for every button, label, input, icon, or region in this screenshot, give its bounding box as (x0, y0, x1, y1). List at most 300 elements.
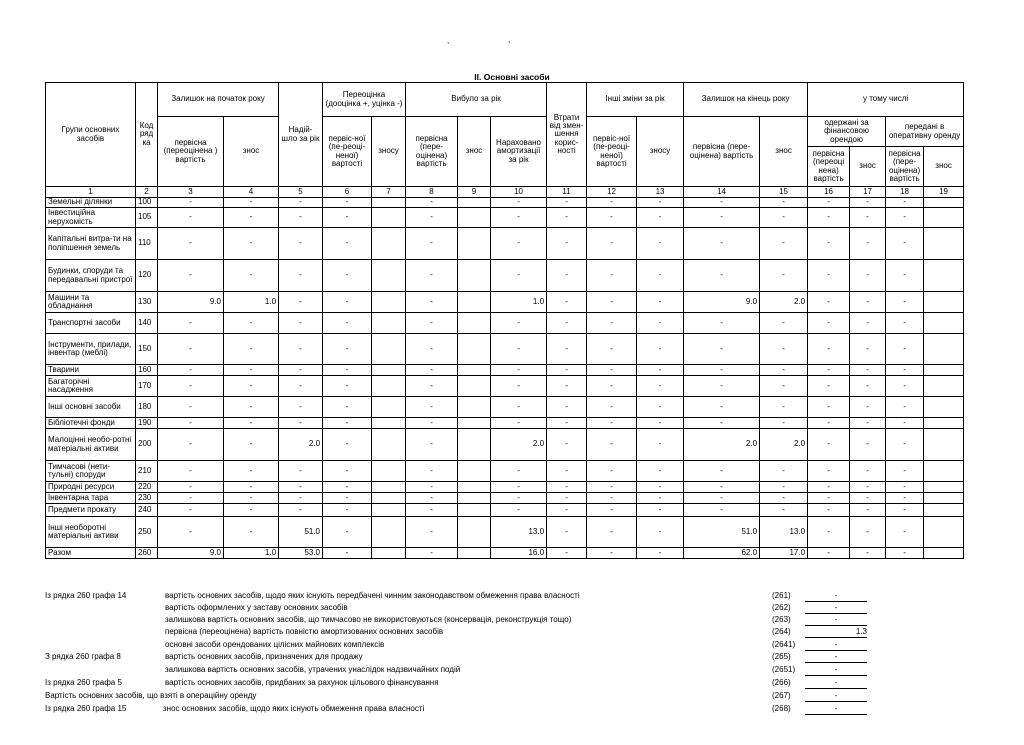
row-value: - (587, 482, 637, 493)
header-disp-initial: первісна (пере-оцінена) вартість (406, 117, 458, 187)
row-code: 230 (136, 493, 158, 504)
row-value: - (850, 418, 886, 429)
row-value: - (406, 292, 458, 313)
row-value: 13.0 (491, 517, 547, 548)
header-groups: Групи основних засобів (46, 83, 136, 187)
row-value: 62.0 (684, 548, 760, 559)
row-value: - (224, 517, 279, 548)
row-value: - (850, 517, 886, 548)
row-value (458, 429, 491, 461)
header-op-wear: знос (924, 147, 964, 187)
footnote-text: вартість основних засобів, призначених для продажу (165, 652, 363, 661)
column-number: 1 (46, 187, 136, 198)
row-value: - (587, 292, 637, 313)
footnote-prefix: Із рядка 260 графа 15 (45, 704, 127, 713)
row-value: - (684, 228, 760, 260)
row-value: - (158, 429, 224, 461)
row-value: - (886, 504, 924, 517)
row-value: - (547, 208, 587, 228)
row-value: - (850, 493, 886, 504)
footnote-value: - (805, 603, 867, 614)
row-value: - (491, 461, 547, 482)
row-value: - (158, 493, 224, 504)
row-value: - (491, 376, 547, 397)
footnote-line (45, 591, 925, 603)
header-start-initial: первісна (переоцінена ) вартість (158, 117, 224, 187)
column-number: 3 (158, 187, 224, 198)
row-value: - (158, 482, 224, 493)
row-value (924, 292, 964, 313)
row-value: - (760, 260, 808, 292)
row-value: - (158, 517, 224, 548)
table-row (46, 461, 964, 482)
row-group-name: Предмети прокату (46, 504, 136, 517)
row-value: - (587, 228, 637, 260)
row-value: - (587, 397, 637, 418)
row-value: 9.0 (158, 548, 224, 559)
row-value: - (491, 365, 547, 376)
footnote-value: - (805, 615, 867, 626)
row-value: - (224, 493, 279, 504)
row-value: - (224, 504, 279, 517)
row-value: - (224, 313, 279, 334)
row-value: - (850, 208, 886, 228)
row-value: 9.0 (684, 292, 760, 313)
header-disposed: Вибуло за рік (406, 83, 547, 117)
row-value: - (760, 397, 808, 418)
row-group-name: Тимчасові (нети-тульні) споруди (46, 461, 136, 482)
row-value: - (279, 504, 323, 517)
row-group-name: Інструменти, прилади, інвентар (меблі) (46, 334, 136, 365)
row-value: - (886, 418, 924, 429)
row-value: - (406, 334, 458, 365)
row-value (458, 365, 491, 376)
table-row (46, 418, 964, 429)
row-value: - (158, 313, 224, 334)
footnote-code: (264) (772, 627, 791, 636)
row-value: - (547, 260, 587, 292)
row-value: - (406, 376, 458, 397)
row-value (924, 461, 964, 482)
row-value: - (224, 418, 279, 429)
row-value (458, 260, 491, 292)
row-value: - (406, 461, 458, 482)
row-value: - (224, 365, 279, 376)
row-value: - (279, 365, 323, 376)
scan-mark: , (447, 36, 450, 45)
row-code: 210 (136, 461, 158, 482)
row-value: - (491, 198, 547, 208)
footnote-line (45, 691, 925, 703)
row-value: - (886, 548, 924, 559)
row-value (458, 418, 491, 429)
row-value: - (491, 334, 547, 365)
row-value (372, 397, 406, 418)
footnote-code: (263) (772, 615, 791, 624)
row-value: - (760, 482, 808, 493)
row-value (372, 504, 406, 517)
row-value: - (850, 228, 886, 260)
column-number: 9 (458, 187, 491, 198)
row-value: - (158, 198, 224, 208)
row-value: - (224, 198, 279, 208)
row-value: - (637, 429, 684, 461)
footnote-code: (2641) (772, 640, 796, 649)
row-value: - (406, 228, 458, 260)
row-value (924, 418, 964, 429)
row-value: - (684, 376, 760, 397)
row-value: - (491, 397, 547, 418)
row-value (924, 429, 964, 461)
row-value: - (587, 461, 637, 482)
row-value: - (637, 334, 684, 365)
row-value: - (886, 313, 924, 334)
row-value: - (808, 208, 850, 228)
row-value: - (808, 292, 850, 313)
row-value (924, 260, 964, 292)
row-value: - (587, 504, 637, 517)
row-code: 250 (136, 517, 158, 548)
row-value (458, 376, 491, 397)
row-value: - (808, 397, 850, 418)
row-value (372, 198, 406, 208)
row-value: - (279, 208, 323, 228)
column-number: 11 (547, 187, 587, 198)
row-value: - (587, 429, 637, 461)
row-group-name: Земельні ділянки (46, 198, 136, 208)
row-value: - (158, 504, 224, 517)
row-value: - (886, 198, 924, 208)
row-value: - (406, 504, 458, 517)
row-value: - (637, 292, 684, 313)
row-value: - (808, 493, 850, 504)
row-value: - (637, 461, 684, 482)
row-value: - (406, 208, 458, 228)
footnote-line (45, 615, 925, 627)
row-value: - (808, 228, 850, 260)
column-number: 5 (279, 187, 323, 198)
header-op-lease: передані в оперативну оренду (886, 117, 964, 147)
footnote-value: - (805, 704, 867, 715)
row-value: - (158, 461, 224, 482)
row-value (458, 397, 491, 418)
row-value: - (406, 548, 458, 559)
row-value (372, 493, 406, 504)
row-value: - (587, 334, 637, 365)
table-row (46, 313, 964, 334)
row-value: - (491, 493, 547, 504)
row-value (372, 313, 406, 334)
row-code: 180 (136, 397, 158, 418)
row-code: 260 (136, 548, 158, 559)
row-value: 2.0 (684, 429, 760, 461)
row-value: 1.0 (224, 292, 279, 313)
row-value: - (808, 418, 850, 429)
row-code: 200 (136, 429, 158, 461)
row-value: - (808, 365, 850, 376)
row-value: - (587, 365, 637, 376)
column-number: 14 (684, 187, 760, 198)
row-value: - (760, 208, 808, 228)
row-value: - (323, 548, 372, 559)
footnote-code: (267) (772, 691, 791, 700)
row-value: - (587, 517, 637, 548)
row-value (372, 376, 406, 397)
row-value (372, 418, 406, 429)
row-value: - (684, 397, 760, 418)
column-number: 15 (760, 187, 808, 198)
column-number: 6 (323, 187, 372, 198)
row-value (458, 292, 491, 313)
row-group-name: Тварини (46, 365, 136, 376)
row-value: - (808, 429, 850, 461)
table-row (46, 517, 964, 548)
row-value: - (547, 548, 587, 559)
footnote-text: первісна (переоцінена) вартість повністю амортизованих основних засобів (165, 627, 444, 636)
header-op-initial: первісна (пере-оцінена) вартість (886, 147, 924, 187)
table-row (46, 482, 964, 493)
row-value: - (886, 397, 924, 418)
row-value: - (491, 208, 547, 228)
row-value: - (808, 198, 850, 208)
row-value: - (279, 461, 323, 482)
row-value: - (886, 482, 924, 493)
row-value (924, 198, 964, 208)
row-value: - (637, 548, 684, 559)
row-value: - (406, 397, 458, 418)
row-value: - (406, 493, 458, 504)
row-code: 120 (136, 260, 158, 292)
row-value: - (886, 292, 924, 313)
header-disp-wear: знос (458, 117, 491, 187)
row-value: - (323, 418, 372, 429)
footnote-text: вартість основних засобів, придбаних за рахунок цільового фінансування (165, 678, 439, 687)
row-group-name: Інвентарна тара (46, 493, 136, 504)
table-row (46, 198, 964, 208)
footnote-value: - (805, 691, 867, 702)
row-value: - (684, 260, 760, 292)
row-code: 170 (136, 376, 158, 397)
row-group-name: Інші основні засоби (46, 397, 136, 418)
row-value: - (279, 260, 323, 292)
row-value: - (279, 493, 323, 504)
row-value: - (547, 418, 587, 429)
row-value (458, 517, 491, 548)
table-row (46, 397, 964, 418)
row-value: - (279, 292, 323, 313)
row-value: - (279, 334, 323, 365)
row-value: - (158, 228, 224, 260)
table-row (46, 334, 964, 365)
row-value (924, 504, 964, 517)
footnote-line (45, 652, 925, 664)
row-value: - (886, 493, 924, 504)
row-value: 13.0 (760, 517, 808, 548)
row-value: - (808, 260, 850, 292)
row-value: - (637, 198, 684, 208)
row-value: - (406, 365, 458, 376)
row-value: - (323, 429, 372, 461)
row-value: - (547, 198, 587, 208)
row-value: - (850, 397, 886, 418)
row-value: - (279, 228, 323, 260)
table-row (46, 504, 964, 517)
row-value: - (547, 376, 587, 397)
row-value: - (406, 517, 458, 548)
row-value: - (587, 376, 637, 397)
row-value: - (850, 504, 886, 517)
row-value: - (850, 376, 886, 397)
header-losses: Втрати від змен-шення корис-ності (547, 83, 587, 187)
row-value: 2.0 (279, 429, 323, 461)
row-value: - (491, 482, 547, 493)
row-value (372, 292, 406, 313)
row-value: - (547, 365, 587, 376)
row-value: - (808, 548, 850, 559)
row-value: 17.0 (760, 548, 808, 559)
column-number: 18 (886, 187, 924, 198)
table-row (46, 260, 964, 292)
row-value: - (406, 313, 458, 334)
column-number: 7 (372, 187, 406, 198)
row-group-name: Бібліотечні фонди (46, 418, 136, 429)
row-value (372, 429, 406, 461)
row-value: - (406, 418, 458, 429)
header-other-changes: Інші зміни за рік (587, 83, 684, 117)
row-code: 160 (136, 365, 158, 376)
footnote-prefix: З рядка 260 графа 8 (45, 652, 121, 661)
row-value: - (684, 482, 760, 493)
row-value: - (547, 292, 587, 313)
row-value (924, 397, 964, 418)
footnote-value: - (805, 678, 867, 689)
table-row (46, 365, 964, 376)
row-value: - (547, 228, 587, 260)
row-value: - (637, 376, 684, 397)
footnote-line (45, 704, 925, 716)
footnote-prefix: Вартість основних засобів, що взяті в операційну оренду (45, 691, 257, 700)
row-value: - (808, 334, 850, 365)
row-value: - (637, 208, 684, 228)
row-value: - (886, 461, 924, 482)
row-value: - (587, 260, 637, 292)
row-value: - (637, 313, 684, 334)
footnote-line (45, 627, 925, 639)
row-value: - (850, 334, 886, 365)
header-reval-wear: зносу (372, 117, 406, 187)
row-value: - (886, 429, 924, 461)
row-value: - (547, 482, 587, 493)
row-value: - (850, 313, 886, 334)
footnote-text: залишкова вартість основних засобів, утрачених унаслідок надзвичайних подій (165, 665, 461, 674)
row-group-name: Інші необоротні матеріальні активи (46, 517, 136, 548)
row-value: - (224, 461, 279, 482)
column-number: 17 (850, 187, 886, 198)
row-value: - (547, 461, 587, 482)
row-value: - (323, 292, 372, 313)
row-value: - (637, 504, 684, 517)
row-value: - (491, 313, 547, 334)
row-code: 220 (136, 482, 158, 493)
row-value: - (224, 260, 279, 292)
row-value: - (587, 418, 637, 429)
footnote-line (45, 603, 925, 615)
row-value (458, 313, 491, 334)
row-value (924, 334, 964, 365)
row-value: - (886, 376, 924, 397)
table-row (46, 548, 964, 559)
header-fin-initial: первісна (переоці нена) вартість (808, 147, 850, 187)
row-value: 16.0 (491, 548, 547, 559)
row-value: - (323, 334, 372, 365)
header-oth-initial: первіс-ної (пе-реоці-неної) вартості (587, 117, 637, 187)
row-value (458, 461, 491, 482)
header-fin-lease: одержані за фінансовою орендою (808, 117, 886, 147)
row-value: - (808, 313, 850, 334)
row-value: 2.0 (760, 429, 808, 461)
column-number: 19 (924, 187, 964, 198)
row-value: 51.0 (279, 517, 323, 548)
row-value (924, 517, 964, 548)
row-value: - (684, 208, 760, 228)
row-value: - (547, 334, 587, 365)
row-value: - (323, 461, 372, 482)
row-value: - (637, 397, 684, 418)
row-value: - (224, 397, 279, 418)
row-value: - (637, 260, 684, 292)
row-value: - (587, 208, 637, 228)
row-value: - (323, 365, 372, 376)
footnote-code: (268) (772, 704, 791, 713)
row-value: - (279, 376, 323, 397)
row-value: - (587, 198, 637, 208)
row-value: - (684, 461, 760, 482)
row-value: - (323, 376, 372, 397)
row-value: - (760, 493, 808, 504)
row-value: - (224, 334, 279, 365)
row-value: 1.0 (491, 292, 547, 313)
row-value: - (279, 418, 323, 429)
row-value (458, 504, 491, 517)
row-value: - (886, 365, 924, 376)
row-value (924, 548, 964, 559)
row-value: - (760, 504, 808, 517)
row-value (372, 517, 406, 548)
row-value (924, 482, 964, 493)
row-value: - (808, 504, 850, 517)
column-number: 10 (491, 187, 547, 198)
row-code: 105 (136, 208, 158, 228)
footnote-code: (266) (772, 678, 791, 687)
row-value: - (224, 228, 279, 260)
header-start-wear: знос (224, 117, 279, 187)
row-value: - (323, 482, 372, 493)
row-value: - (323, 313, 372, 334)
row-value: - (224, 208, 279, 228)
column-number: 2 (136, 187, 158, 198)
row-value (924, 365, 964, 376)
row-value: - (637, 482, 684, 493)
row-value: - (850, 461, 886, 482)
row-group-name: Капітальні витра-ти на поліпшення земель (46, 228, 136, 260)
footnote-code: (261) (772, 591, 791, 600)
row-value: - (158, 334, 224, 365)
row-value: - (587, 313, 637, 334)
header-amortization: Нараховано амортизації за рік (491, 117, 547, 187)
row-value: - (158, 365, 224, 376)
row-value: - (808, 376, 850, 397)
row-value: - (406, 482, 458, 493)
